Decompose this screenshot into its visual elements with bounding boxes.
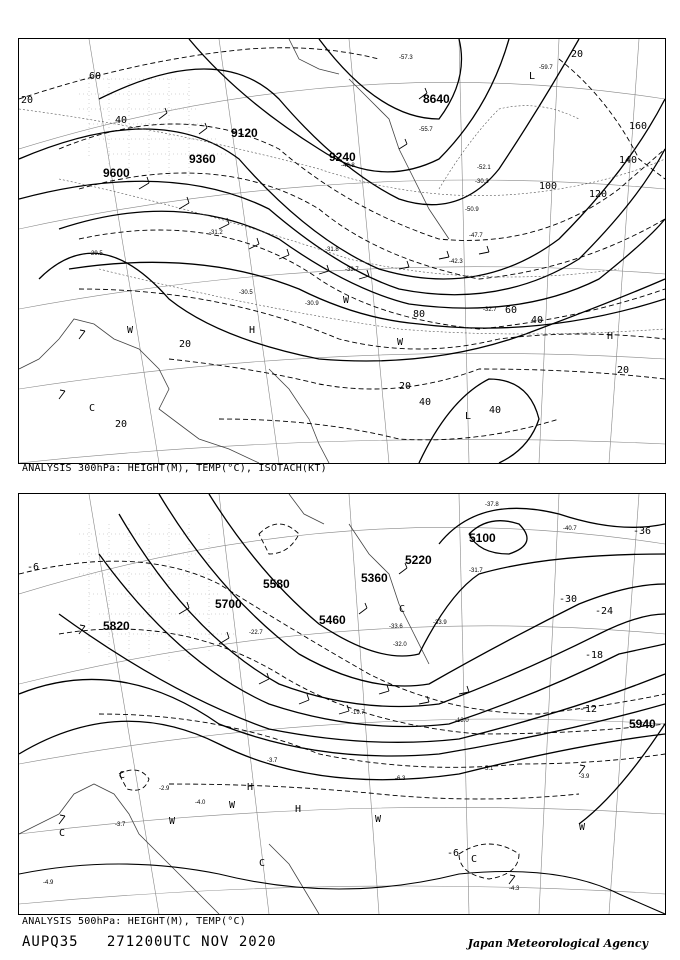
cold-center-marker: C — [259, 858, 266, 869]
isotach-label: 20 — [571, 49, 584, 60]
height-label: 5100 — [469, 531, 496, 545]
warm-center-marker: W — [169, 816, 176, 827]
caption-300hpa: ANALYSIS 300hPa: HEIGHT(M), TEMP(°C), ISOTACH(KT) — [22, 463, 327, 474]
chart-identifier — [22, 934, 277, 950]
caption-500hpa: ANALYSIS 500hPa: HEIGHT(M), TEMP(°C) — [22, 916, 246, 927]
isotach-label: 40 — [419, 397, 432, 408]
isotach-label: 40 — [531, 315, 544, 326]
isotach-label: 60 — [89, 71, 102, 82]
cold-center-marker: C — [399, 604, 406, 615]
isotherms — [19, 106, 665, 334]
temp-label: -48.8 — [341, 163, 355, 169]
chart-datetime: 271200UTC NOV 2020 — [106, 934, 277, 950]
temp-label: -30.3 — [475, 179, 489, 185]
station-label: -4.3 — [509, 886, 520, 892]
temp-label: -30.5 — [239, 290, 253, 296]
height-label: 5940 — [629, 717, 656, 731]
isotach-label: 20 — [399, 381, 412, 392]
isotach-label: 20 — [21, 95, 34, 106]
isotach-label: 40 — [489, 405, 502, 416]
graticule — [19, 39, 665, 463]
height-label: 5820 — [103, 619, 130, 633]
height-label: 5460 — [319, 613, 346, 627]
map-500hpa-canvas — [19, 494, 665, 914]
isotherm-label: -30 — [559, 594, 578, 605]
coastline — [19, 494, 429, 914]
graticule — [19, 494, 665, 914]
high-pressure-marker: H — [295, 804, 302, 815]
station-label: -4.9 — [43, 880, 54, 886]
map-300hpa-canvas — [19, 39, 665, 463]
high-pressure-marker: H — [247, 782, 254, 793]
station-labels — [43, 502, 590, 892]
station-label: -37.8 — [485, 502, 499, 508]
isotach-label: 20 — [115, 419, 128, 430]
height-label: 5220 — [405, 553, 432, 567]
temp-label: -55.7 — [419, 127, 433, 133]
temp-label: -47.7 — [469, 233, 483, 239]
temp-label: -52.1 — [477, 165, 491, 171]
wind-barbs — [59, 88, 489, 399]
map-500hpa — [18, 493, 666, 915]
temp-label: -30.9 — [305, 301, 319, 307]
warm-center-marker: W — [375, 814, 382, 825]
height-label: 5360 — [361, 571, 388, 585]
isotach-labels — [21, 49, 647, 430]
isotach-label: 140 — [619, 155, 638, 166]
isotherm-label: -6 — [27, 562, 40, 573]
station-label: -32.0 — [393, 642, 407, 648]
temp-label: -31.2 — [209, 230, 223, 236]
station-label: -3.7 — [115, 822, 126, 828]
cold-center-marker: C — [59, 828, 66, 839]
station-label: -19.7 — [351, 710, 365, 716]
isotherm-label: -12 — [579, 704, 598, 715]
warm-center-marker: W — [127, 325, 134, 336]
isotherm-label: -6 — [447, 848, 460, 859]
temp-label: -42.3 — [449, 259, 463, 265]
isotach-label: 60 — [505, 305, 518, 316]
warm-center-marker: W — [229, 800, 236, 811]
wind-barbs — [59, 563, 585, 884]
warm-center-marker: W — [397, 337, 404, 348]
chart-code: AUPQ35 — [22, 934, 79, 950]
isotherm-label: -24 — [595, 606, 614, 617]
station-label: -4.0 — [195, 800, 206, 806]
isotherm-label: -18 — [585, 650, 604, 661]
map-300hpa — [18, 38, 666, 464]
temp-label: -32.7 — [483, 307, 497, 313]
station-label: -33.9 — [433, 620, 447, 626]
isotach-lines — [19, 48, 665, 440]
low-pressure-marker: L — [465, 411, 472, 422]
station-label: -40.7 — [563, 526, 577, 532]
isotach-label: 80 — [413, 309, 426, 320]
station-label: -3.9 — [579, 774, 590, 780]
station-label: -3.7 — [267, 758, 278, 764]
isotach-label: 120 — [589, 189, 608, 200]
low-pressure-marker: L — [529, 71, 536, 82]
isotach-label: 20 — [617, 365, 630, 376]
warm-center-marker: W — [343, 295, 350, 306]
height-contours — [19, 39, 665, 463]
height-label: 5700 — [215, 597, 242, 611]
station-label: -31.7 — [469, 568, 483, 574]
station-label: -33.6 — [389, 624, 403, 630]
temp-label: -57.3 — [399, 55, 413, 61]
height-label: 5580 — [263, 577, 290, 591]
isotach-label: 40 — [115, 115, 128, 126]
temp-label: -50.9 — [465, 207, 479, 213]
height-labels — [103, 531, 656, 731]
agency-credit: Japan Meteorological Agency — [467, 937, 648, 950]
temp-label: -59.7 — [539, 65, 553, 71]
high-pressure-marker: H — [249, 325, 256, 336]
height-label: 9240 — [329, 150, 356, 164]
temp-label: -33.7 — [345, 267, 359, 273]
isotherm-label: -36 — [633, 526, 652, 537]
pressure-systems — [59, 604, 586, 869]
temp-label: -29.5 — [89, 251, 103, 257]
height-label: 9360 — [189, 152, 216, 166]
cold-center-marker: C — [89, 403, 96, 414]
height-contours — [19, 494, 665, 824]
station-label: -22.7 — [249, 630, 263, 636]
station-label: -2.9 — [159, 786, 170, 792]
height-label: 9120 — [231, 126, 258, 140]
station-label: -5.1 — [483, 766, 494, 772]
warm-center-marker: W — [579, 822, 586, 833]
isotach-label: 20 — [179, 339, 192, 350]
station-label: -13.0 — [455, 718, 469, 724]
high-pressure-marker: H — [607, 331, 614, 342]
height-label: 8640 — [423, 92, 450, 106]
cold-center-marker: C — [471, 854, 478, 865]
cold-center-marker: C — [119, 770, 126, 781]
height-label: 9600 — [103, 166, 130, 180]
temp-label: -31.8 — [325, 247, 339, 253]
isotach-label: 160 — [629, 121, 648, 132]
height-labels — [103, 92, 450, 180]
station-label: -6.3 — [395, 776, 406, 782]
isotach-label: 100 — [539, 181, 558, 192]
pressure-systems — [89, 71, 613, 422]
